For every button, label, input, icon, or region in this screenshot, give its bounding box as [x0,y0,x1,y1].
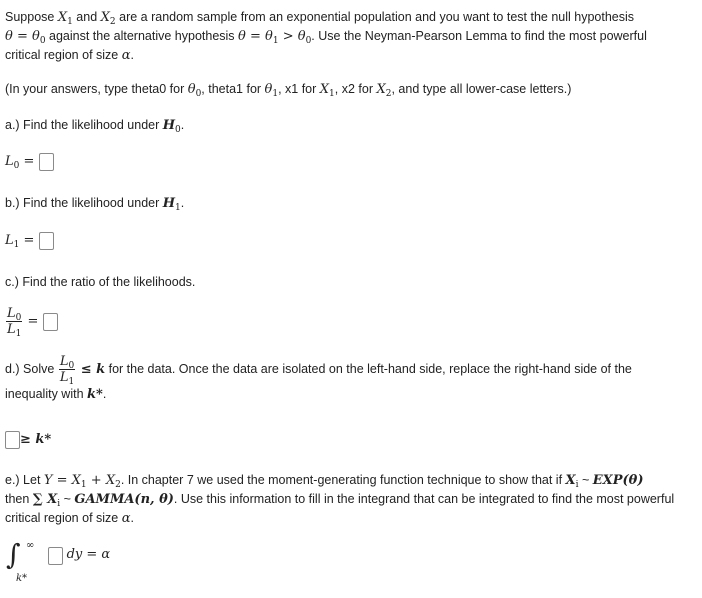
intro-paragraph [5,8,647,65]
part-d-answer: ≥ k* [5,430,51,449]
integrand-input[interactable] [48,547,63,565]
part-c-prompt: c.) Find the ratio of the likelihoods. [5,275,196,289]
part-a-answer: $L_0$ = [5,152,54,171]
instructions: (In your answers, type theta0 for $\theta_0$, theta1 for $\theta_1$, x1 for $X_1$, x2 for $X_2$, and type all lower-case letters.) [5,82,572,99]
part-c-answer: $\frac{L_0}{L_1}$ = [5,306,58,337]
likelihood-h1-input[interactable] [39,232,54,250]
critical-region-input[interactable] [5,431,20,449]
part-e-line-2: then ∑ $X_i$ ~ GAMMA(n, θ). Use this information to fill in the integrand that can be integrated to find the most powerful [5,492,675,509]
likelihood-ratio-fraction: $\frac{L_0}{L_1}$ [7,306,22,339]
intro-line-3: critical region of size α. [5,48,134,63]
part-e-line-1: e.) Let $Y = X_1 + X_2$. In chapter 7 we used the moment-generating function technique to show that if $X_i$ ~ EXP(θ) [5,473,644,490]
part-d-line-1: d.) Solve $\frac{L_0}{L_1}$ ≤ k for the data. Once the data are isolated on the left-hand side, replace the right-hand side of the [5,354,632,387]
part-b-prompt: b.) Find the likelihood under $H_1$. [5,196,185,213]
part-d-fraction: $\frac{L_0}{L_1}$ [59,354,75,387]
likelihood-h0-input[interactable] [39,153,54,171]
likelihood-ratio-input[interactable] [43,313,58,331]
part-b-answer: $L_1$ = [5,231,54,250]
integral-lower-limit: k* [16,573,28,584]
integral-expression [6,538,111,584]
integral-upper-limit: ∞ [26,540,35,551]
integral-sign: ∫ [6,538,21,571]
intro-line-2: $\theta = \theta_0$ against the alternative hypothesis $\theta = \theta_1 > \theta_0$. Use the Neyman-Pearson Lemma to find the most powerful [5,29,647,46]
part-e-prompt [5,471,674,528]
part-e-line-3: critical region of size α. [5,511,134,526]
part-d-line-2: inequality with k*. [5,387,107,402]
part-d-prompt [5,354,632,404]
part-a-prompt: a.) Find the likelihood under $H_0$. [5,118,185,135]
integral-tail: dy = α [66,547,111,562]
intro-line-1: Suppose $X_1$ and $X_2$ are a random sample from an exponential population and you want to test the null hypothesis [5,10,635,27]
